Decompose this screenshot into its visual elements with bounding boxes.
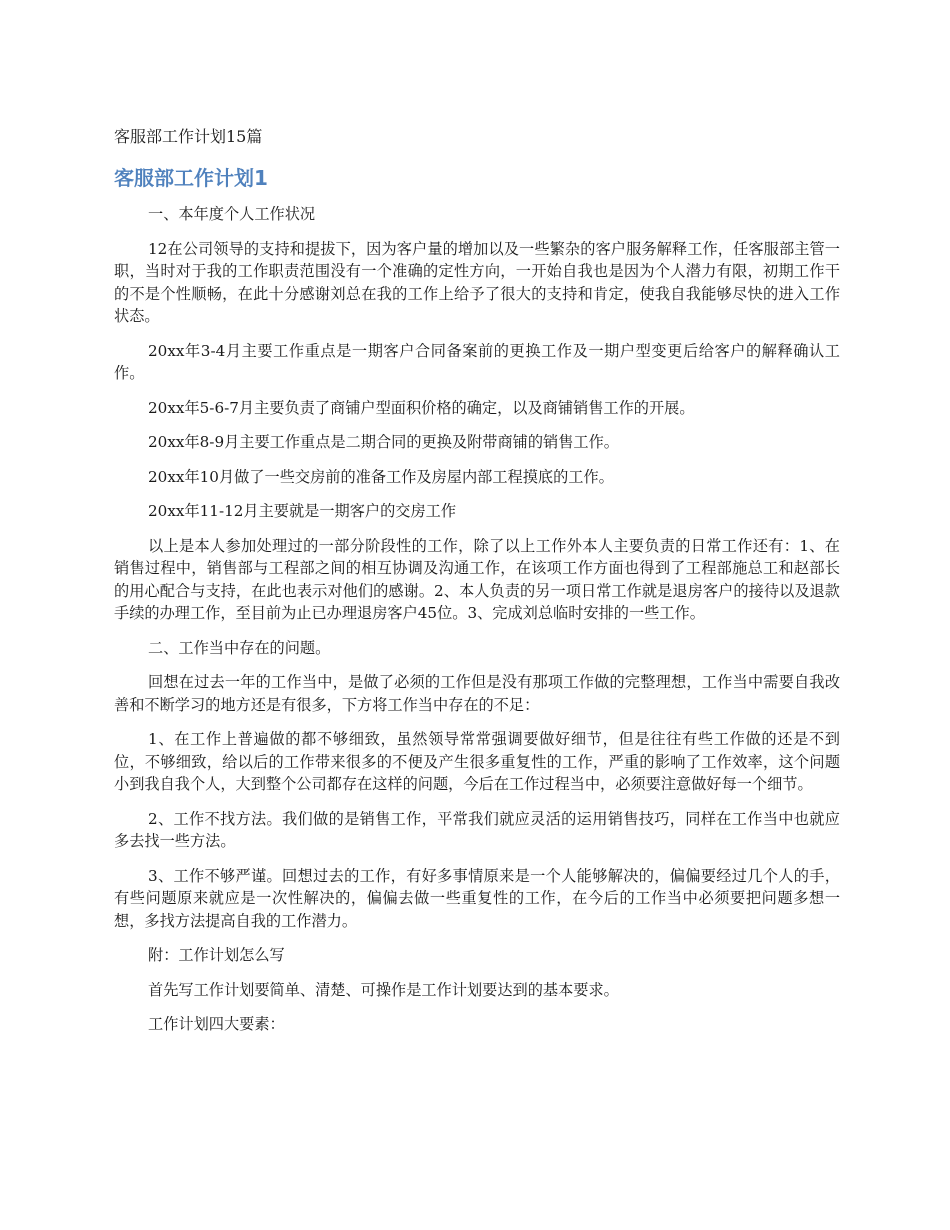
paragraph: 20xx年10月做了一些交房前的准备工作及房屋内部工程摸底的工作。 — [148, 467, 614, 486]
paragraph: 12在公司领导的支持和提拔下，因为客户量的增加以及一些繁杂的客户服务解释工作，任客服部主管一职，当时对于我的工作职责范围没有一个准确的定性方向，一开始自我也是因为个人潜力有限，初期工作干的不是个性顺畅，在此十分感谢刘总在我的工作上给予了很大的支持和肯定，使我自我能够尽快的进入工作状态。 — [114, 239, 840, 325]
paragraph: 20xx年11-12月主要就是一期客户的交房工作 — [148, 502, 457, 520]
paragraph: 2、工作不找方法。我们做的是销售工作，平常我们就应灵活的运用销售技巧，同样在工作当中也就应多去找一些方法。 — [114, 809, 840, 850]
section-heading: 客服部工作计划1 — [114, 166, 268, 190]
paragraph: 以上是本人参加处理过的一部分阶段性的工作，除了以上工作外本人主要负责的日常工作还有：1、在销售过程中，销售部与工程部之间的相互协调及沟通工作，在该项工作方面也得到了工程部施总工和赵部长的用心配合与支持，在此也表示对他们的感谢。2、本人负责的另一项日常工作就是退房客户的接待以及退款手续的办理工作，至目前为止已办理退房客户45位。3、完成刘总临时安排的一些工作。 — [114, 536, 840, 622]
paragraph: 3、工作不够严谨。回想过去的工作，有好多事情原来是一个人能够解决的，偏偏要经过几个人的手，有些问题原来就应是一次性解决的，偏偏去做一些重复性的工作，在今后的工作当中必须要把问题多想一想，多找方法提高自我的工作潜力。 — [114, 866, 840, 930]
paragraph: 20xx年5-6-7月主要负责了商铺户型面积价格的确定，以及商铺销售工作的开展。 — [148, 398, 695, 417]
paragraph: 首先写工作计划要简单、清楚、可操作是工作计划要达到的基本要求。 — [148, 980, 619, 999]
paragraph: 工作计划四大要素： — [148, 1015, 285, 1033]
paragraph: 一、本年度个人工作状况 — [148, 205, 316, 223]
paragraph: 附：工作计划怎么写 — [148, 946, 285, 964]
paragraph: 二、工作当中存在的问题。 — [148, 638, 331, 657]
document-title: 客服部工作计划15篇 — [114, 127, 263, 146]
paragraph: 1、在工作上普遍做的都不够细致，虽然领导常常强调要做好细节，但是往往有些工作做的还是不到位，不够细致，给以后的工作带来很多的不便及产生很多重复性的工作，严重的影响了工作效率，这个问题小到我自我个人，大到整个公司都存在这样的问题，今后在工作过程当中，必须要注意做好每一个细节。 — [114, 730, 840, 793]
paragraph: 20xx年8-9月主要工作重点是二期合同的更换及附带商铺的销售工作。 — [148, 433, 619, 451]
paragraph: 20xx年3-4月主要工作重点是一期客户合同备案前的更换工作及一期户型变更后给客户的解释确认工作。 — [114, 341, 840, 382]
document-body — [114, 203, 840, 1048]
paragraph: 回想在过去一年的工作当中，是做了必须的工作但是没有那项工作做的完整理想，工作当中需要自我改善和不断学习的地方还是有很多，下方将工作当中存在的不足： — [114, 673, 840, 714]
